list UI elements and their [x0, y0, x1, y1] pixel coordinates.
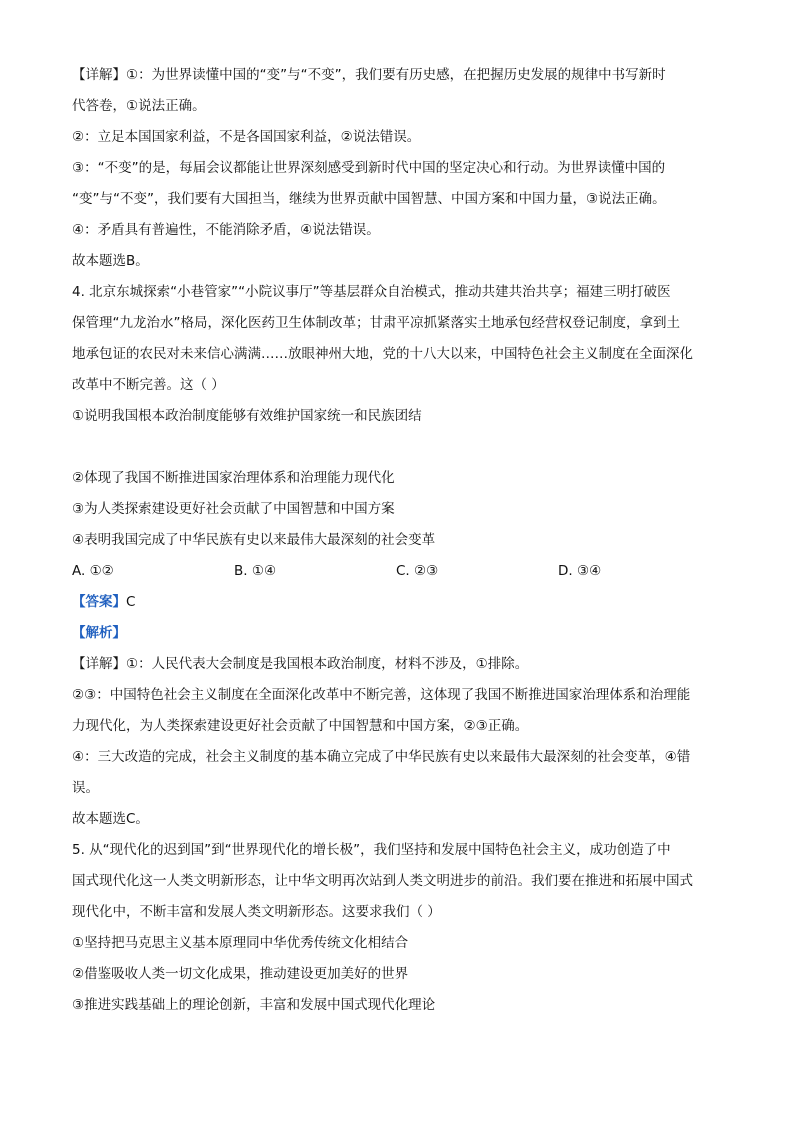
q3-detail-line: 代答卷，①说法正确。 — [72, 98, 206, 114]
q4-stem-line: 保管理“九龙治水”格局，深化医药卫生体制改革；甘肃平凉抓紧落实土地承包经营权登记制度，拿到土 — [72, 315, 680, 331]
q4-detail-line: 误。 — [72, 780, 99, 796]
q4-stem-line: 4. 北京东城探索“小巷管家”“小院议事厅”等基层群众自治模式，推动共建共治共享；福建三明打破医 — [72, 284, 671, 300]
q3-detail-line: ④：矛盾具有普遍性，不能消除矛盾，④说法错误。 — [72, 222, 380, 238]
q3-detail-line: ③：“不变”的是，每届会议都能让世界深刻感受到新时代中国的坚定决心和行动。为世界读懂中国的 — [72, 160, 666, 176]
q4-statement-1: ①说明我国根本政治制度能够有效维护国家统一和民族团结 — [72, 408, 422, 424]
q4-detail-line: 【详解】①：人民代表大会制度是我国根本政治制度，材料不涉及，①排除。 — [72, 656, 529, 672]
q4-stem-line: 改革中不断完善。这（ ） — [72, 377, 225, 393]
q5-stem-line: 国式现代化这一人类文明新形态，让中华文明再次站到人类文明进步的前沿。我们要在推进和拓展中国式 — [72, 873, 693, 889]
option-c: C. ②③ — [396, 563, 439, 579]
q4-statement-2: ②体现了我国不断推进国家治理体系和治理能力现代化 — [72, 470, 395, 486]
q4-conclusion: 故本题选C。 — [72, 811, 149, 827]
q5-stem-line: 现代化中，不断丰富和发展人类文明新形态。这要求我们（ ） — [72, 904, 441, 920]
q4-detail-line: 力现代化，为人类探索建设更好社会贡献了中国智慧和中国方案，②③正确。 — [72, 718, 529, 734]
analysis-tag: 【解析】 — [72, 625, 126, 641]
q5-statement-1: ①坚持把马克思主义基本原理同中华优秀传统文化相结合 — [72, 935, 409, 951]
q5-statement-2: ②借鉴吸收人类一切文化成果，推动建设更加美好的世界 — [72, 966, 409, 982]
q4-options — [72, 556, 722, 587]
q4-detail-line: ②③：中国特色社会主义制度在全面深化改革中不断完善，这体现了我国不断推进国家治理体系和治理能 — [72, 687, 691, 703]
q4-statement-4: ④表明我国完成了中华民族有史以来最伟大最深刻的社会变革 — [72, 532, 436, 548]
spacer — [72, 432, 722, 463]
q3-detail-line: 【详解】①：为世界读懂中国的“变”与“不变”，我们要有历史感，在把握历史发展的规律中书写新时 — [72, 67, 666, 83]
q4-statement-3: ③为人类探索建设更好社会贡献了中国智慧和中国方案 — [72, 501, 395, 517]
q3-detail-line: ②：立足本国国家利益，不是各国国家利益，②说法错误。 — [72, 129, 421, 145]
q3-conclusion: 故本题选B。 — [72, 253, 149, 269]
q5-stem-line: 5. 从“现代化的迟到国”到“世界现代化的增长极”，我们坚持和发展中国特色社会主义，成功创造了中 — [72, 842, 671, 858]
q4-answer — [72, 587, 722, 618]
option-d: D. ③④ — [558, 563, 602, 579]
q3-detail-line: “变”与“不变”，我们要有大国担当，继续为世界贡献中国智慧、中国方案和中国力量，③说法正确。 — [72, 191, 666, 207]
option-b: B. ①④ — [234, 563, 277, 579]
document-page — [72, 60, 722, 1021]
answer-tag: 【答案】 — [72, 594, 126, 610]
q5-statement-3: ③推进实践基础上的理论创新，丰富和发展中国式现代化理论 — [72, 997, 436, 1013]
q4-stem-line: 地承包证的农民对未来信心满满……放眼神州大地，党的十八大以来，中国特色社会主义制度在全面深化 — [72, 346, 693, 362]
option-a: A. ①② — [72, 563, 114, 579]
q4-detail-line: ④：三大改造的完成，社会主义制度的基本确立完成了中华民族有史以来最伟大最深刻的社会变革，④错 — [72, 749, 691, 765]
answer-value: C — [126, 594, 136, 610]
q4-analysis — [72, 618, 722, 649]
